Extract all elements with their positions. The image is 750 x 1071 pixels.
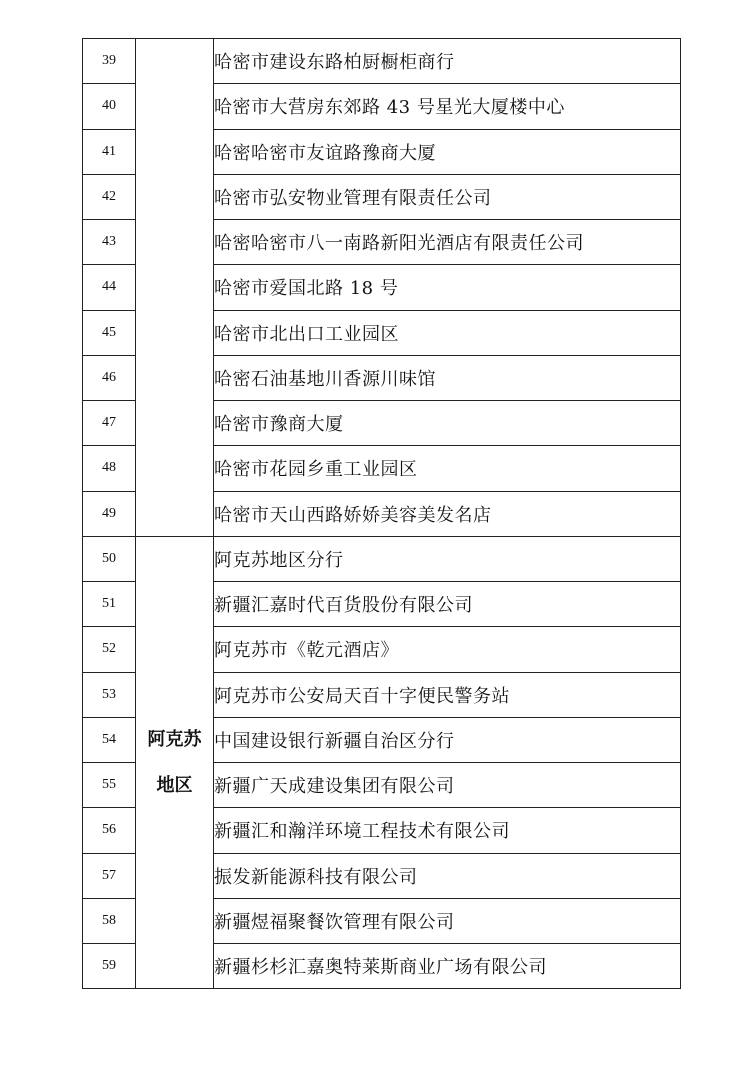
location-name: 振发新能源科技有限公司 xyxy=(214,853,681,898)
row-number: 49 xyxy=(83,491,136,536)
location-name: 哈密市爱国北路 18 号 xyxy=(214,265,681,310)
row-number: 44 xyxy=(83,265,136,310)
region-cell xyxy=(136,39,214,537)
business-listing-table xyxy=(82,38,681,989)
row-number: 45 xyxy=(83,310,136,355)
row-number: 40 xyxy=(83,84,136,129)
row-number: 53 xyxy=(83,672,136,717)
row-number: 56 xyxy=(83,808,136,853)
row-number: 52 xyxy=(83,627,136,672)
region-label-line: 阿克苏 xyxy=(147,728,202,750)
location-name: 哈密哈密市友谊路豫商大厦 xyxy=(214,129,681,174)
row-number: 55 xyxy=(83,763,136,808)
location-name: 哈密石油基地川香源川味馆 xyxy=(214,355,681,400)
row-number: 41 xyxy=(83,129,136,174)
region-label-line: 地区 xyxy=(156,774,193,796)
location-name: 新疆汇嘉时代百货股份有限公司 xyxy=(214,582,681,627)
location-name: 中国建设银行新疆自治区分行 xyxy=(214,717,681,762)
row-number: 54 xyxy=(83,717,136,762)
region-cell xyxy=(136,536,214,989)
row-number: 57 xyxy=(83,853,136,898)
location-name: 阿克苏市公安局天百十字便民警务站 xyxy=(214,672,681,717)
location-name: 新疆杉杉汇嘉奥特莱斯商业广场有限公司 xyxy=(214,944,681,989)
row-number: 42 xyxy=(83,174,136,219)
location-name: 哈密市建设东路柏厨橱柜商行 xyxy=(214,39,681,84)
location-name: 阿克苏市《乾元酒店》 xyxy=(214,627,681,672)
row-number: 39 xyxy=(83,39,136,84)
row-number: 43 xyxy=(83,220,136,265)
location-name: 哈密哈密市八一南路新阳光酒店有限责任公司 xyxy=(214,220,681,265)
location-name: 哈密市弘安物业管理有限责任公司 xyxy=(214,174,681,219)
row-number: 46 xyxy=(83,355,136,400)
location-name: 哈密市大营房东郊路 43 号星光大厦楼中心 xyxy=(214,84,681,129)
location-name: 新疆煜福聚餐饮管理有限公司 xyxy=(214,898,681,943)
location-name: 哈密市豫商大厦 xyxy=(214,401,681,446)
location-name: 新疆汇和瀚洋环境工程技术有限公司 xyxy=(214,808,681,853)
row-number: 47 xyxy=(83,401,136,446)
row-number: 50 xyxy=(83,536,136,581)
row-number: 51 xyxy=(83,582,136,627)
location-name: 阿克苏地区分行 xyxy=(214,536,681,581)
row-number: 48 xyxy=(83,446,136,491)
table-body xyxy=(83,39,681,989)
location-name: 哈密市花园乡重工业园区 xyxy=(214,446,681,491)
table-row xyxy=(83,536,681,581)
row-number: 58 xyxy=(83,898,136,943)
row-number: 59 xyxy=(83,944,136,989)
location-name: 哈密市天山西路娇娇美容美发名店 xyxy=(214,491,681,536)
location-name: 新疆广天成建设集团有限公司 xyxy=(214,763,681,808)
table-row xyxy=(83,39,681,84)
location-name: 哈密市北出口工业园区 xyxy=(214,310,681,355)
